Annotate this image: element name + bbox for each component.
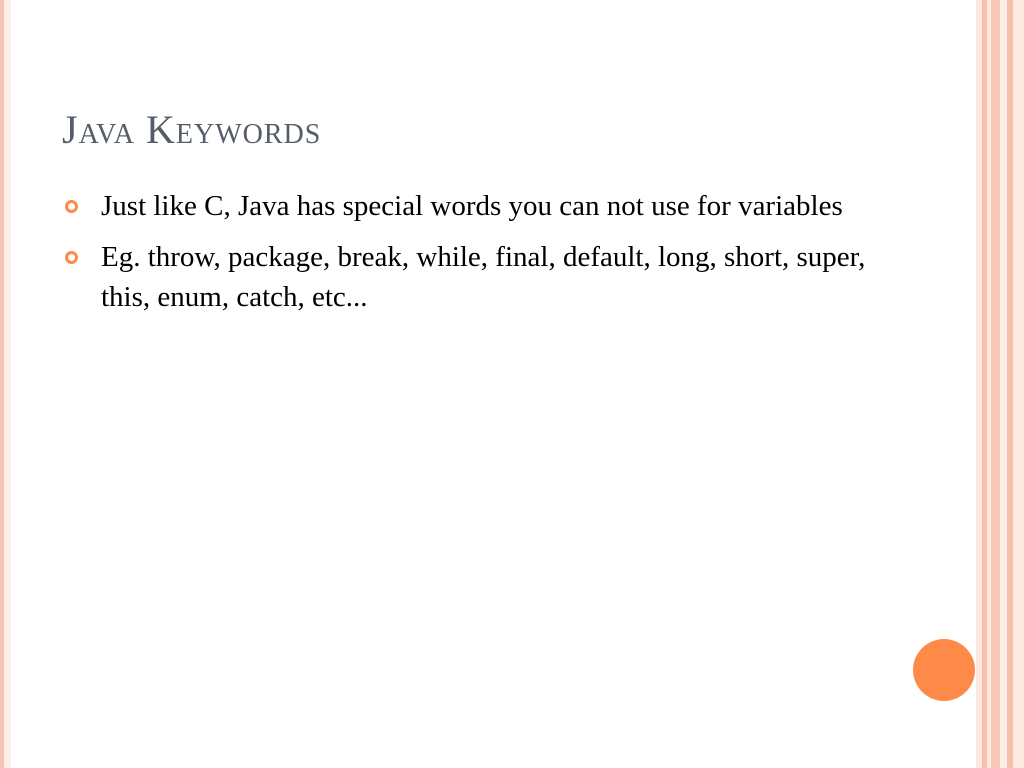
right-decorative-band <box>1000 0 1007 768</box>
decorative-circle <box>913 639 975 701</box>
bullet-item <box>62 186 882 226</box>
bullet-text: Eg. throw, package, break, while, final, default, long, short, super, this, enum, catch, etc... <box>101 241 866 313</box>
circle-bullet-icon <box>65 251 78 264</box>
right-decorative-band <box>991 0 1000 768</box>
circle-bullet-icon <box>65 200 78 213</box>
bullet-list <box>62 186 882 328</box>
left-border-stripe <box>4 0 11 768</box>
slide-title: Java Keywords <box>62 107 322 152</box>
bullet-item <box>62 237 882 317</box>
bullet-text: Just like C, Java has special words you can not use for variables <box>101 190 843 222</box>
right-decorative-band <box>1013 0 1024 768</box>
